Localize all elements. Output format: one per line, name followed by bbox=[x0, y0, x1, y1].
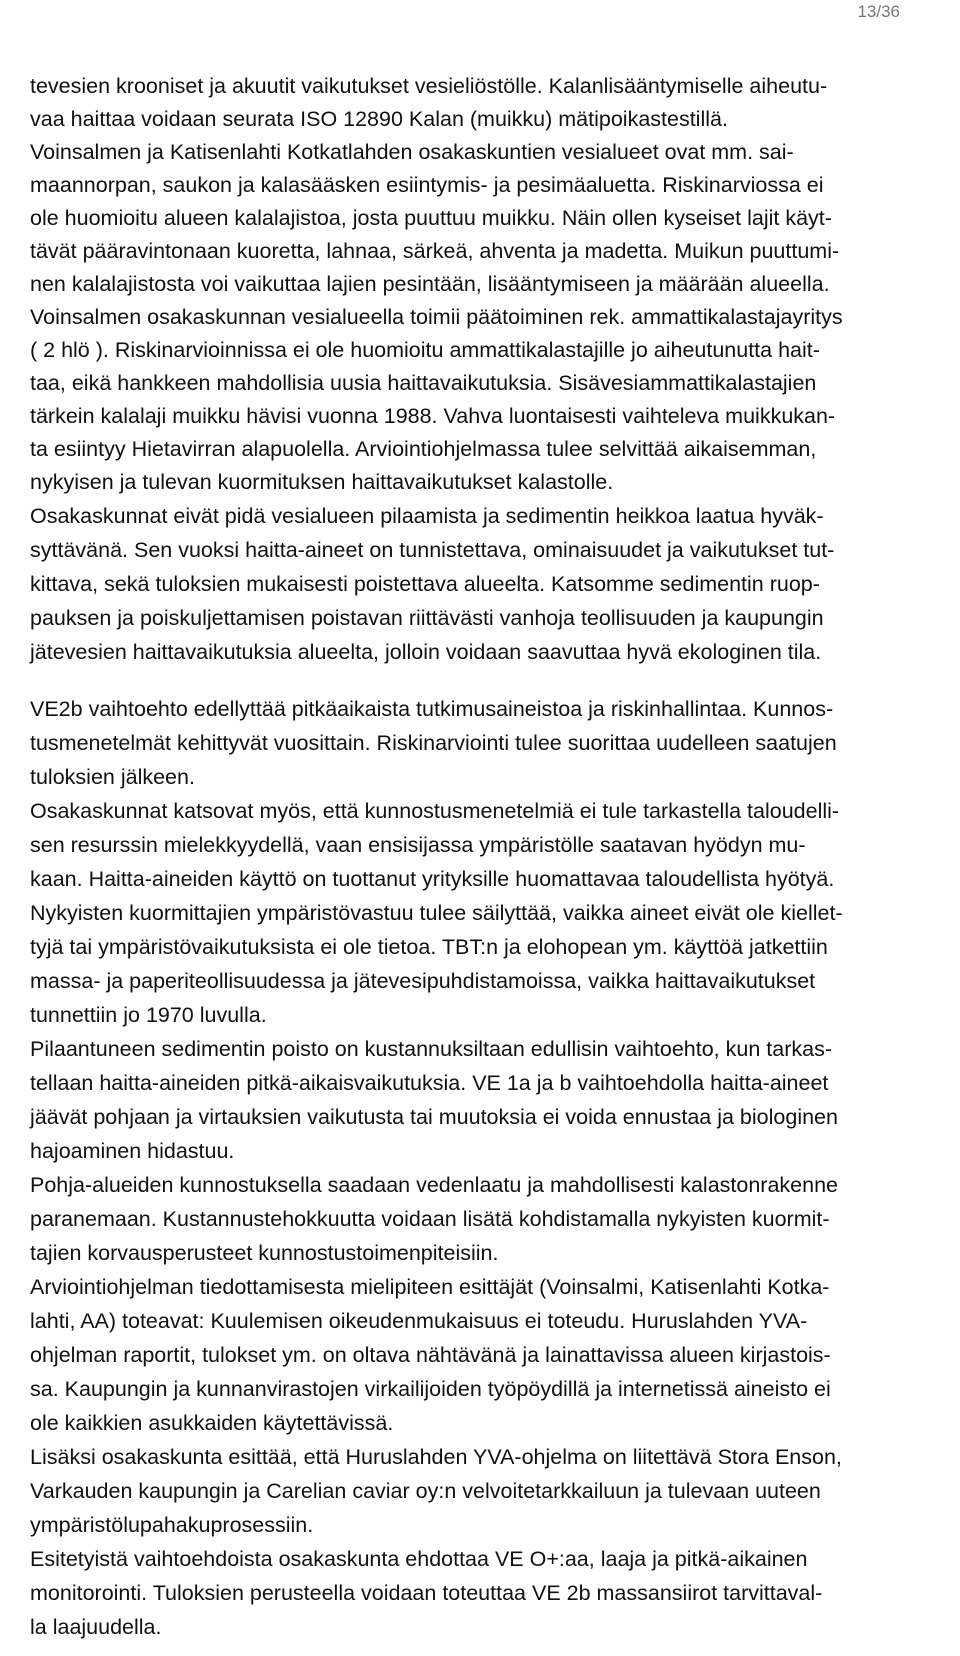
text-line: vaa haittaa voidaan seurata ISO 12890 Kalan (muikku) mätipoikastestillä. bbox=[30, 107, 728, 131]
text-line: tärkein kalalaji muikku hävisi vuonna 1988. Vahva luontaisesti vaihteleva muikkukan- bbox=[30, 404, 836, 428]
text-line: tuloksien jälkeen. bbox=[30, 765, 195, 789]
text-line: Osakaskunnat eivät pidä vesialueen pilaamista ja sedimentin heikkoa laatua hyväk- bbox=[30, 504, 824, 528]
text-line: Esitetyistä vaihtoehdoista osakaskunta ehdottaa VE O+:aa, laaja ja pitkä-aikainen bbox=[30, 1547, 808, 1571]
text-line: Varkauden kaupungin ja Carelian caviar oy:n velvoitetarkkailuun ja tulevaan uuteen bbox=[30, 1479, 821, 1503]
text-line: Voinsalmen osakaskunnan vesialueella toimii päätoiminen rek. ammattikalastajayritys bbox=[30, 305, 843, 329]
text-line: tunnettiin jo 1970 luvulla. bbox=[30, 1003, 267, 1027]
text-line: tyjä tai ympäristövaikutuksista ei ole tietoa. TBT:n ja elohopean ym. käyttöä jatkettiin bbox=[30, 935, 828, 959]
text-line: Pohja-alueiden kunnostuksella saadaan vedenlaatu ja mahdollisesti kalastonrakenne bbox=[30, 1173, 838, 1197]
text-line: nykyisen ja tulevan kuormituksen haittavaikutukset kalastolle. bbox=[30, 470, 614, 494]
text-line: ympäristölupahakuprosessiin. bbox=[30, 1513, 314, 1537]
text-line: tevesien krooniset ja akuutit vaikutukset vesieliöstölle. Kalanlisääntymiselle aiheutu- bbox=[30, 74, 828, 98]
text-line: lahti, AA) toteavat: Kuulemisen oikeudenmukaisuus ei toteudu. Huruslahden YVA- bbox=[30, 1309, 808, 1333]
text-line: Arviointiohjelman tiedottamisesta mielipiteen esittäjät (Voinsalmi, Katisenlahti Kotka- bbox=[30, 1275, 830, 1299]
text-line: ( 2 hlö ). Riskinarvioinnissa ei ole huomioitu ammattikalastajille jo aiheutunutta hait- bbox=[30, 338, 820, 362]
page-number: 13/36 bbox=[857, 2, 900, 21]
text-line: ole huomioitu alueen kalalajistoa, josta puuttuu muikku. Näin ollen kyseiset lajit käyt- bbox=[30, 206, 832, 230]
text-line: pauksen ja poiskuljettamisen poistavan riittävästi vanhoja teollisuuden ja kaupungin bbox=[30, 606, 824, 630]
text-line: tusmenetelmät kehittyvät vuosittain. Riskinarviointi tulee suorittaa uudelleen saatujen bbox=[30, 731, 837, 755]
text-line: kittava, sekä tuloksien mukaisesti poistettava alueelta. Katsomme sedimentin ruop- bbox=[30, 572, 820, 596]
text-line: ta esiintyy Hietavirran alapuolella. Arviointiohjelmassa tulee selvittää aikaisemman, bbox=[30, 437, 817, 461]
text-line: syttävänä. Sen vuoksi haitta-aineet on tunnistettava, ominaisuudet ja vaikutukset tut- bbox=[30, 538, 835, 562]
text-line: hajoaminen hidastuu. bbox=[30, 1139, 235, 1163]
text-line: ole kaikkien asukkaiden käytettävissä. bbox=[30, 1411, 394, 1435]
text-line: tajien korvausperusteet kunnostustoimenpiteisiin. bbox=[30, 1241, 499, 1265]
text-line: VE2b vaihtoehto edellyttää pitkäaikaista tutkimusaineistoa ja riskinhallintaa. Kunnos- bbox=[30, 697, 834, 721]
text-line: nen kalalajistosta voi vaikuttaa lajien pesintään, lisääntymiseen ja määrään alueella. bbox=[30, 272, 830, 296]
text-line: maannorpan, saukon ja kalasääsken esiintymis- ja pesimäaluetta. Riskinarviossa ei bbox=[30, 173, 824, 197]
text-line: Osakaskunnat katsovat myös, että kunnostusmenetelmiä ei tule tarkastella taloudelli- bbox=[30, 799, 840, 823]
text-line: paranemaan. Kustannustehokkuutta voidaan lisätä kohdistamalla nykyisten kuormit- bbox=[30, 1207, 830, 1231]
text-line: monitorointi. Tuloksien perusteella voidaan toteuttaa VE 2b massansiirot tarvittaval- bbox=[30, 1581, 823, 1605]
text-line: la laajuudella. bbox=[30, 1615, 162, 1639]
text-line: Pilaantuneen sedimentin poisto on kustannuksiltaan edullisin vaihtoehto, kun tarkas- bbox=[30, 1037, 832, 1061]
text-line: sen resurssin mielekkyydellä, vaan ensisijassa ympäristölle saatavan hyödyn mu- bbox=[30, 833, 806, 857]
text-line: Voinsalmen ja Katisenlahti Kotkatlahden osakaskuntien vesialueet ovat mm. sai- bbox=[30, 140, 794, 164]
text-line: ohjelman raportit, tulokset ym. on oltava nähtävänä ja lainattavissa alueen kirjastois- bbox=[30, 1343, 831, 1367]
text-line: tävät pääravintonaan kuoretta, lahnaa, särkeä, ahventa ja madetta. Muikun puuttumi- bbox=[30, 239, 840, 263]
text-line: Nykyisten kuormittajien ympäristövastuu tulee säilyttää, vaikka aineet eivät ole kiellet- bbox=[30, 901, 843, 925]
text-line: kaan. Haitta-aineiden käyttö on tuottanut yrityksille huomattavaa taloudellista hyötyä. bbox=[30, 867, 835, 891]
text-line: jätevesien haittavaikutuksia alueelta, jolloin voidaan saavuttaa hyvä ekologinen tila. bbox=[30, 640, 822, 664]
text-line: Lisäksi osakaskunta esittää, että Huruslahden YVA-ohjelma on liitettävä Stora Enson, bbox=[30, 1445, 842, 1469]
text-line: sa. Kaupungin ja kunnanvirastojen virkailijoiden työpöydillä ja internetissä aineisto ei bbox=[30, 1377, 831, 1401]
text-line: tellaan haitta-aineiden pitkä-aikaisvaikutuksia. VE 1a ja b vaihtoehdolla haitta-aineet bbox=[30, 1071, 829, 1095]
text-line: massa- ja paperiteollisuudessa ja jätevesipuhdistamoissa, vaikka haittavaikutukset bbox=[30, 969, 816, 993]
text-line: jäävät pohjaan ja virtauksien vaikutusta tai muutoksia ei voida ennustaa ja biologinen bbox=[30, 1105, 838, 1129]
text-line: taa, eikä hankkeen mahdollisia uusia haittavaikutuksia. Sisävesiammattikalastajien bbox=[30, 371, 817, 395]
